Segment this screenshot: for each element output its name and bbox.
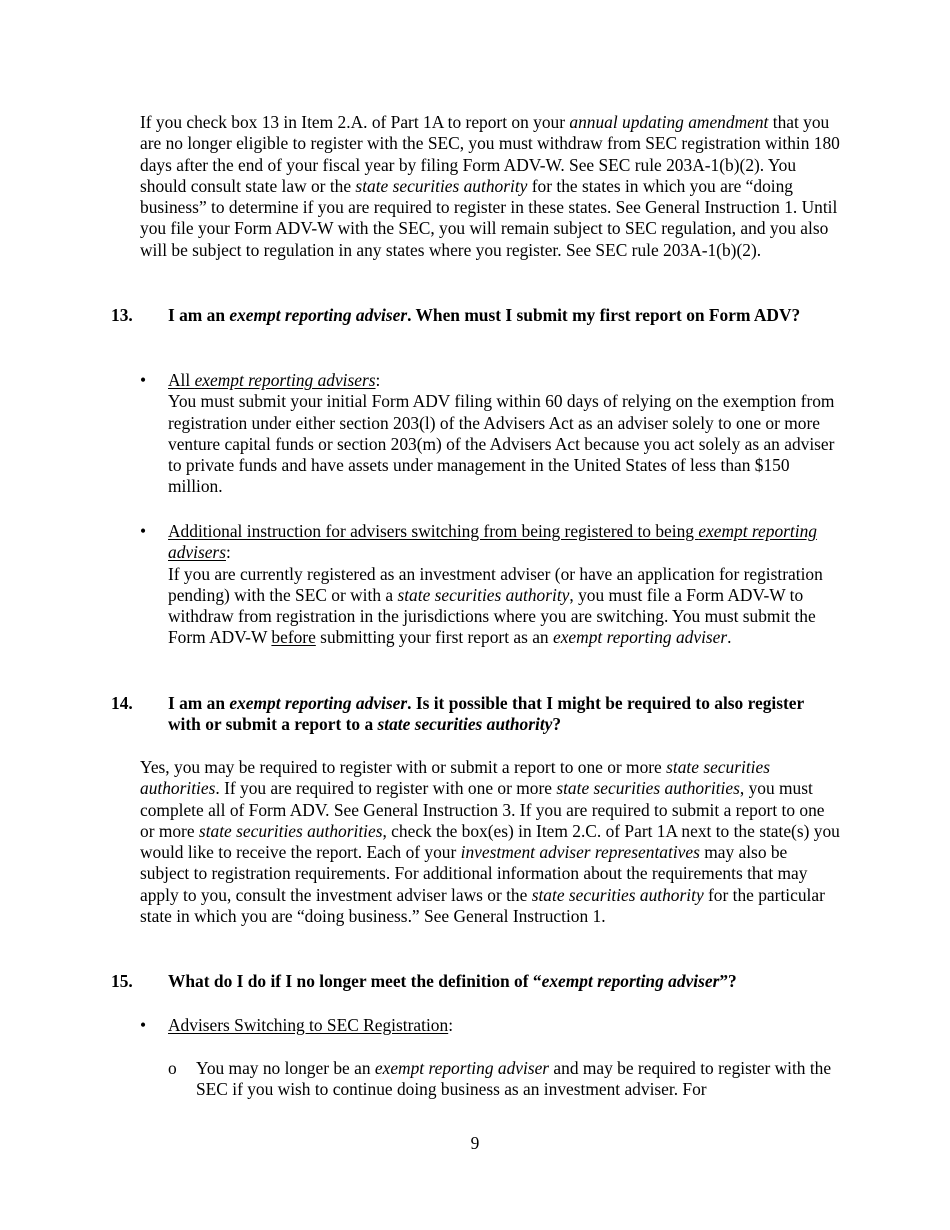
intro-paragraph [140, 112, 840, 261]
page-number: 9 [470, 1133, 480, 1153]
q13-bullet-2-heading: Additional instruction for advisers switching from being registered to being exempt reporting advisers: [168, 521, 817, 563]
q15-sub-bullet-1: You may no longer be an exempt reporting adviser and may be required to register with the SEC if you wish to continue doing business as an investment adviser. For [196, 1058, 832, 1100]
q13-bullet-2 [168, 521, 848, 649]
q13-bullet-2-body: If you are currently registered as an investment adviser (or have an application for registration pending) with the SEC or with a state securities authority, you must file a Form ADV-W to withdraw from registration in the jurisdictions where you are switching. You must submit the Form ADV-W before submitting your first report as an exempt reporting adviser. [168, 563, 823, 648]
question-14-answer: Yes, you may be required to register with or submit a report to one or more state securities authorities. If you are required to register with one or more state securities authorities, you must complete all of Form ADV. See General Instruction 3. If you are required to submit a report to one or more state securities authorities, check the box(es) in Item 2.C. of Part 1A next to the state(s) you would like to receive the report. Each of your investment adviser representatives may also be subject to registration requirements. For additional information about the requirements that may apply to you, consult the investment adviser laws or the state securities authority for the particular state in which you are “doing business.” See General Instruction 1. [140, 757, 840, 927]
q15-bullet-1-heading: Advisers Switching to SEC Registration: [168, 1015, 454, 1035]
intro-text-2: that you are no longer eligible to register with the SEC, you must withdraw from SEC registration within 180 days after the end of your fiscal year by filing Form ADV-W. See SEC rule 203A-1(b)(2). You should consult state law or the [140, 112, 840, 196]
q13-bullet-1-body: You must submit your initial Form ADV filing within 60 days of relying on the exemption from registration under either section 203(l) of the Advisers Act as an adviser solely to one or more venture capital funds or section 203(m) of the Advisers Act because you act solely as an adviser to private funds and have assets under management in the United States of less than $150 million. [168, 391, 835, 497]
q13-bullet-1 [168, 370, 848, 498]
question-14-heading: I am an exempt reporting adviser. Is it possible that I might be required to also register with or submit a report to a state securities authority? [168, 693, 804, 735]
bullet-marker: • [140, 1015, 147, 1035]
intro-italic-1: annual updating amendment [569, 112, 769, 132]
question-14-number: 14. [111, 693, 133, 713]
intro-text-3: for the states in which you are “doing business” to determine if you are required to register in these states. See General Instruction 1. Until you file your Form ADV-W with the SEC, you will remain subject to SEC regulation, and you also will be subject to regulation in any states where you register. See SEC rule 203A-1(b)(2). [140, 175, 838, 260]
bullet-marker: • [140, 370, 147, 390]
sub-bullet-marker: o [168, 1058, 177, 1078]
question-15-heading: What do I do if I no longer meet the definition of “exempt reporting adviser”? [168, 971, 737, 991]
question-15-number: 15. [111, 971, 133, 991]
q13-bullet-1-heading: All exempt reporting advisers: [168, 370, 381, 390]
question-13-heading: I am an exempt reporting adviser. When must I submit my first report on Form ADV? [168, 305, 801, 325]
intro-italic-2: state securities authority [355, 175, 528, 196]
bullet-marker: • [140, 521, 147, 541]
intro-text-1: If you check box 13 in Item 2.A. of Part 1A to report on your [140, 112, 570, 132]
question-13-number: 13. [111, 305, 133, 325]
